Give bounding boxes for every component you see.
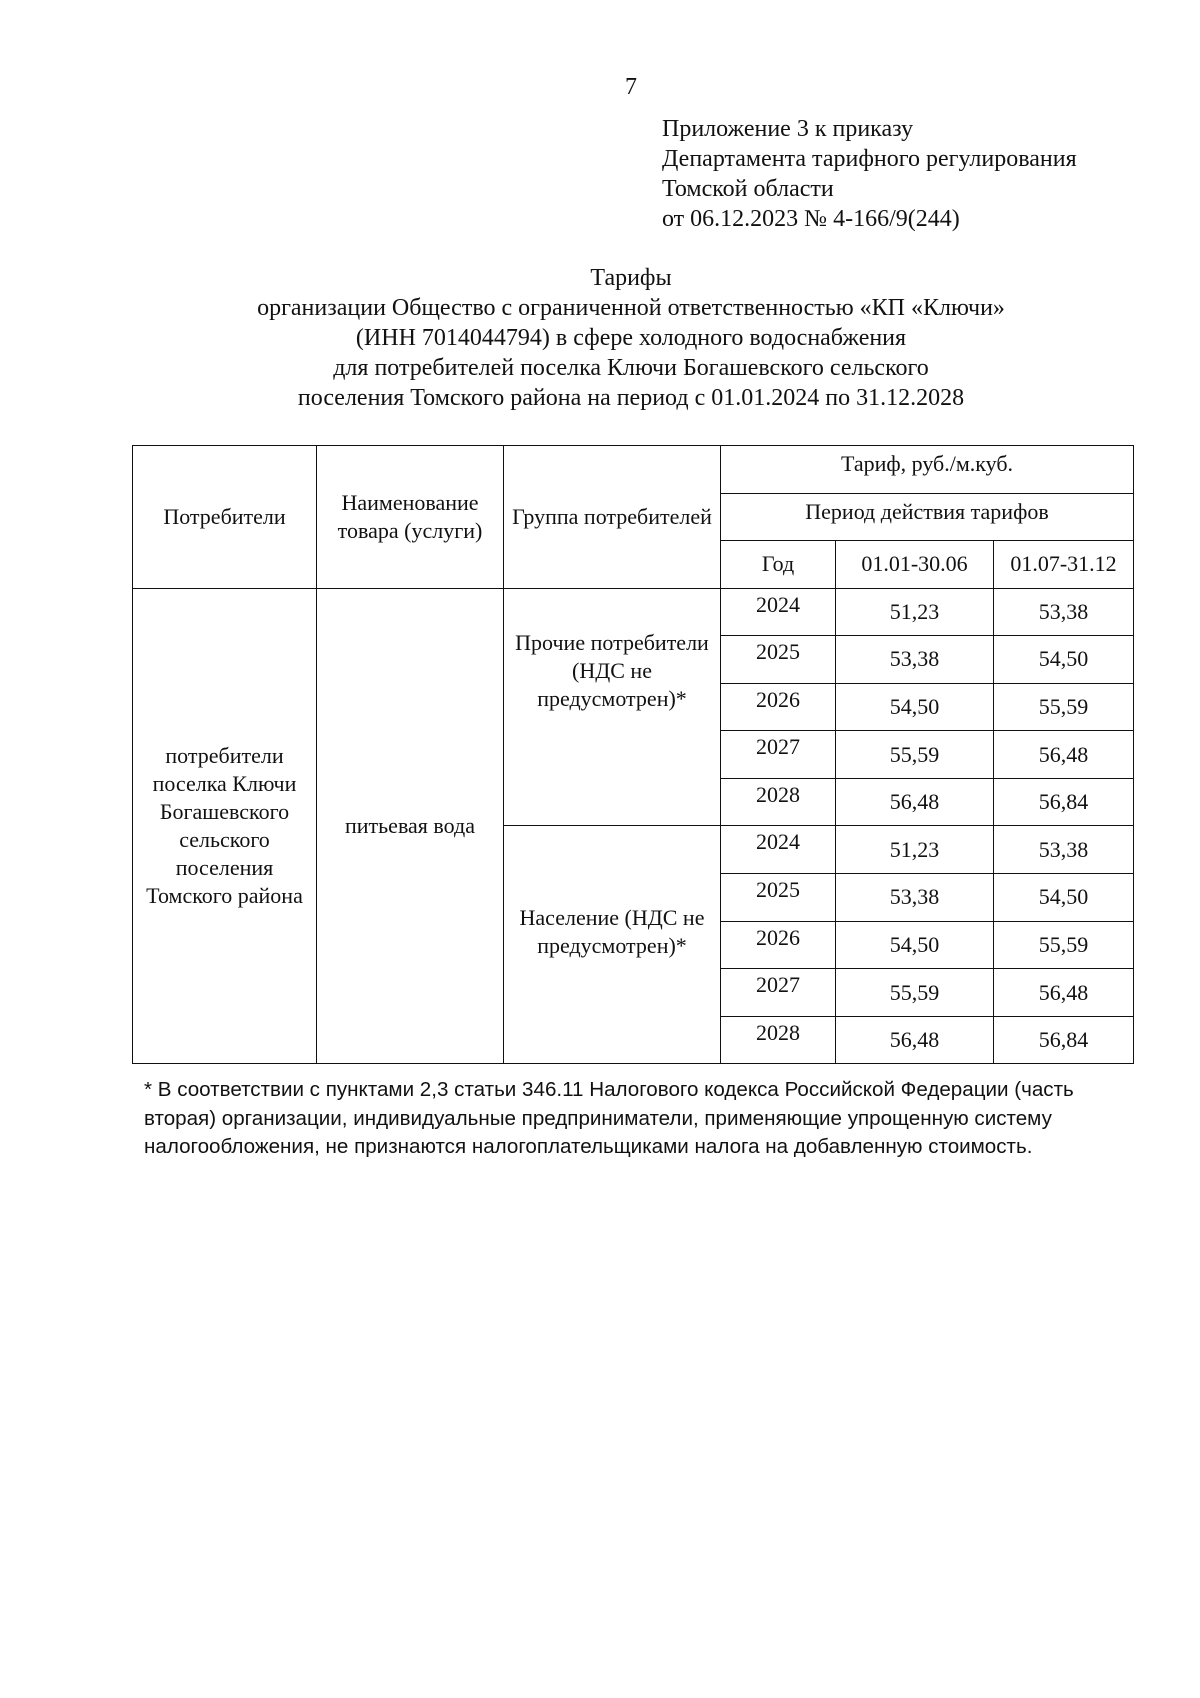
header-consumers: Потребители [133,446,317,589]
year-cell: 2025 [721,874,836,922]
tariff-first-half: 56,48 [836,1016,994,1064]
year-cell: 2025 [721,636,836,684]
tariff-second-half: 56,48 [994,731,1134,779]
tariff-second-half: 53,38 [994,826,1134,874]
product-cell: питьевая вода [317,588,504,1064]
year-cell: 2026 [721,683,836,731]
tariff-second-half: 53,38 [994,588,1134,636]
year-cell: 2024 [721,588,836,636]
header-group: Группа потребителей [504,446,721,589]
header-year: Год [721,541,836,589]
header-first-half: 01.01-30.06 [836,541,994,589]
tariff-second-half: 55,59 [994,683,1134,731]
year-cell: 2027 [721,731,836,779]
tariff-second-half: 56,48 [994,969,1134,1017]
title-line: организации Общество с ограниченной ответственностью «КП «Ключи» [257,295,1005,321]
tariff-first-half: 51,23 [836,826,994,874]
appendix-line: от 06.12.2023 № 4-166/9(244) [662,206,960,232]
group-cell-other: Прочие потребители (НДС не предусмотрен)* [504,588,721,826]
year-cell: 2028 [721,778,836,826]
group-cell-population: Население (НДС не предусмотрен)* [504,826,721,1064]
appendix-line: Приложение 3 к приказу [662,116,914,142]
appendix-line: Томской области [662,176,834,202]
consumers-cell: потребители поселка Ключи Богашевского сельского поселения Томского района [133,588,317,1064]
page-number: 7 [625,74,637,100]
tariff-first-half: 54,50 [836,683,994,731]
tariff-first-half: 51,23 [836,588,994,636]
document-title [130,263,1132,413]
tariff-second-half: 56,84 [994,778,1134,826]
header-period: Период действия тарифов [721,493,1134,541]
tariff-second-half: 54,50 [994,874,1134,922]
title-line: Тарифы [590,265,672,291]
year-cell: 2028 [721,1016,836,1064]
title-line: поселения Томского района на период с 01.01.2024 по 31.12.2028 [297,385,965,411]
year-cell: 2026 [721,921,836,969]
tariff-first-half: 55,59 [836,969,994,1017]
tariff-first-half: 55,59 [836,731,994,779]
title-line: для потребителей поселка Ключи Богашевского сельского [333,355,929,381]
tariff-first-half: 53,38 [836,874,994,922]
tariff-table [132,445,1134,1064]
title-line: (ИНН 7014044794) в сфере холодного водоснабжения [355,325,907,351]
header-row [133,446,1134,494]
tariff-first-half: 54,50 [836,921,994,969]
tariff-second-half: 56,84 [994,1016,1134,1064]
tariff-second-half: 54,50 [994,636,1134,684]
appendix-line: Департамента тарифного регулирования [662,146,1077,172]
header-second-half: 01.07-31.12 [994,541,1134,589]
tariff-first-half: 56,48 [836,778,994,826]
year-cell: 2024 [721,826,836,874]
tariff-second-half: 55,59 [994,921,1134,969]
footnote: * В соответствии с пунктами 2,3 статьи 346.11 Налогового кодекса Российской Федерации (часть вторая) организации, индивидуальные предприниматели, применяющие упрощенную систему налогообложения, не признаются налогоплательщиками налога на добавленную стоимость. [144,1078,1074,1158]
header-tariff: Тариф, руб./м.куб. [721,446,1134,494]
appendix-block [662,114,1077,234]
header-product: Наименование товара (услуги) [317,446,504,589]
year-cell: 2027 [721,969,836,1017]
tariff-first-half: 53,38 [836,636,994,684]
table-row [133,588,1134,636]
